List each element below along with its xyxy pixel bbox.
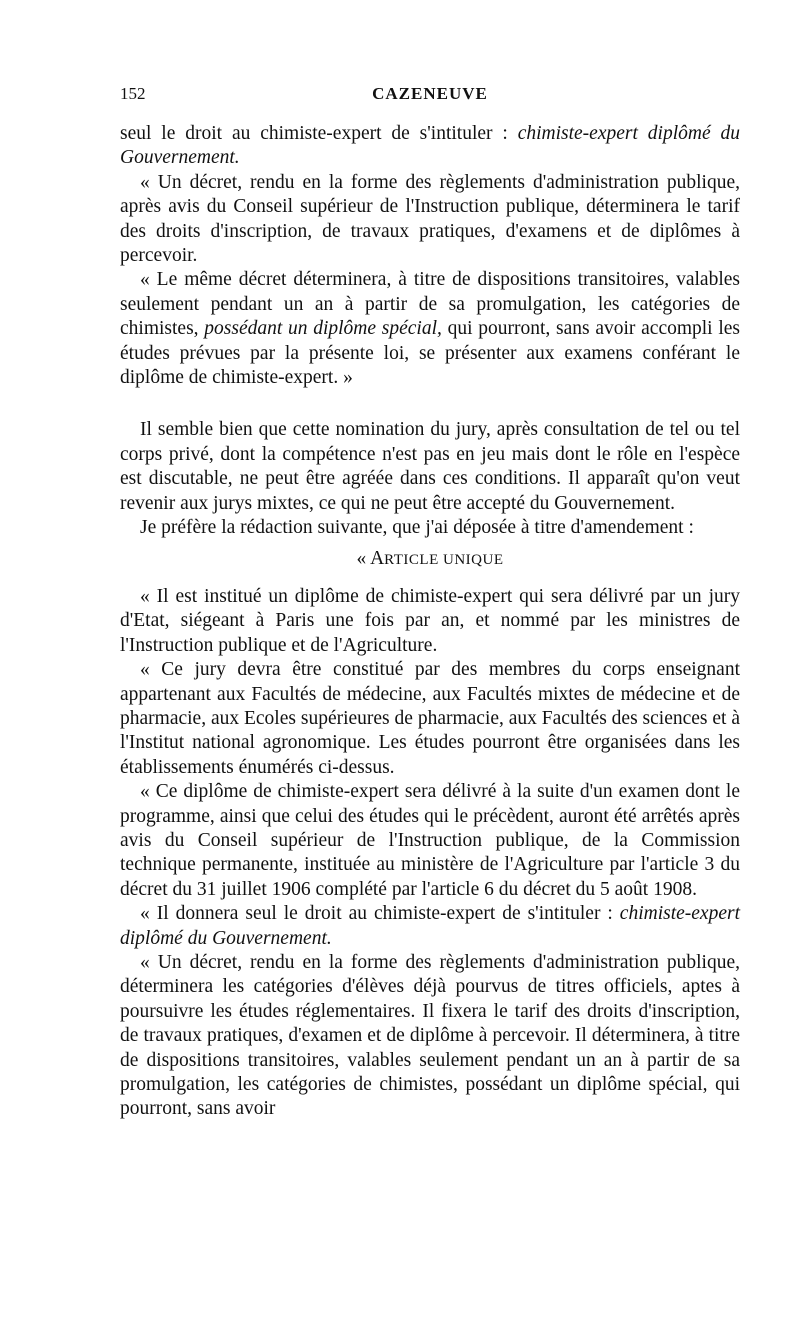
article-paragraph: « Un décret, rendu en la forme des règlements d'administration publique, déterminera les catégories d'élèves déjà pourvus de titres officiels, aptes à poursuivre les études réglementaires. Il fixera le tarif des droits d'inscription, de travaux pratiques, d'examen et de diplôme à percevoir. Il déterminera, à titre de dispositions transitoires, valables seulement pendant un an à partir de sa promulgation, les catégories de chimistes, possédant un diplôme spécial, qui pourront, sans avoir xyxy=(120,952,740,1120)
page-number: 152 xyxy=(120,84,146,103)
article-paragraph: « Ce diplôme de chimiste-expert sera délivré à la suite d'un examen dont le programme, ainsi que celui des études qui le précèdent, auront été arrêtés après avis du Conseil supérieur de l'Instruction publique, de la Commission technique permanente, instituée au ministère de l'Agriculture par l'article 3 du décret du 31 juillet 1906 complété par l'article 6 du décret du 5 août 1908. xyxy=(120,781,740,900)
article-paragraph: « Ce jury devra être constitué par des membres du corps enseignant appartenant aux Facultés de médecine, aux Facultés mixtes de médecine et de pharmacie, aux Ecoles supérieures de pharmacie, aux Facultés des sciences et à l'Institut national agronomique. Les études pourront être organisées dans les établissements énumérés ci-dessus. xyxy=(120,659,740,778)
running-title: CAZENEUVE xyxy=(372,84,488,103)
quote-paragraph: « Le même décret déterminera, à titre de dispositions transitoires, valables seulement pendant un an à partir de sa promulgation, les catégories de chimistes, possédant un diplôme spécial, qui pourront, sans avoir accompli les études prévues par la présente loi, se présenter aux examens conférant le diplôme de chimiste-expert. » xyxy=(120,269,740,389)
quote-paragraph: seul le droit au chimiste-expert de s'intituler : chimiste-expert diplômé du Gouvernement. xyxy=(120,123,740,169)
article-heading: « ARTICLE UNIQUE xyxy=(356,547,504,569)
section-gap xyxy=(120,390,740,418)
article-paragraph: « Il donnera seul le droit au chimiste-expert de s'intituler : chimiste-expert diplômé du Gouvernement. xyxy=(120,903,740,949)
page-body xyxy=(120,122,740,1122)
article-paragraph: « Il est institué un diplôme de chimiste-expert qui sera délivré par un jury d'Etat, siégeant à Paris une fois par an, et nommé par les ministres de l'Instruction publique et de l'Agriculture. xyxy=(120,585,740,656)
commentary-paragraph: Il semble bien que cette nomination du jury, après consultation de tel ou tel corps privé, dont la compétence n'est pas en jeu mais dont le rôle en l'espèce est discutable, ne peut être agréée dans ces conditions. Il apparaît qu'on veut revenir aux jurys mixtes, ce qui ne peut être accepté du Gouvernement. xyxy=(120,419,740,514)
page-header xyxy=(120,84,740,108)
quote-paragraph: « Un décret, rendu en la forme des règlements d'administration publique, après avis du Conseil supérieur de l'Instruction publique, déterminera le tarif des droits d'inscription, de travaux pratiques, d'examens et de diplômes à percevoir. xyxy=(120,171,740,267)
commentary-paragraph: Je préfère la rédaction suivante, que j'ai déposée à titre d'amendement : xyxy=(140,517,694,539)
